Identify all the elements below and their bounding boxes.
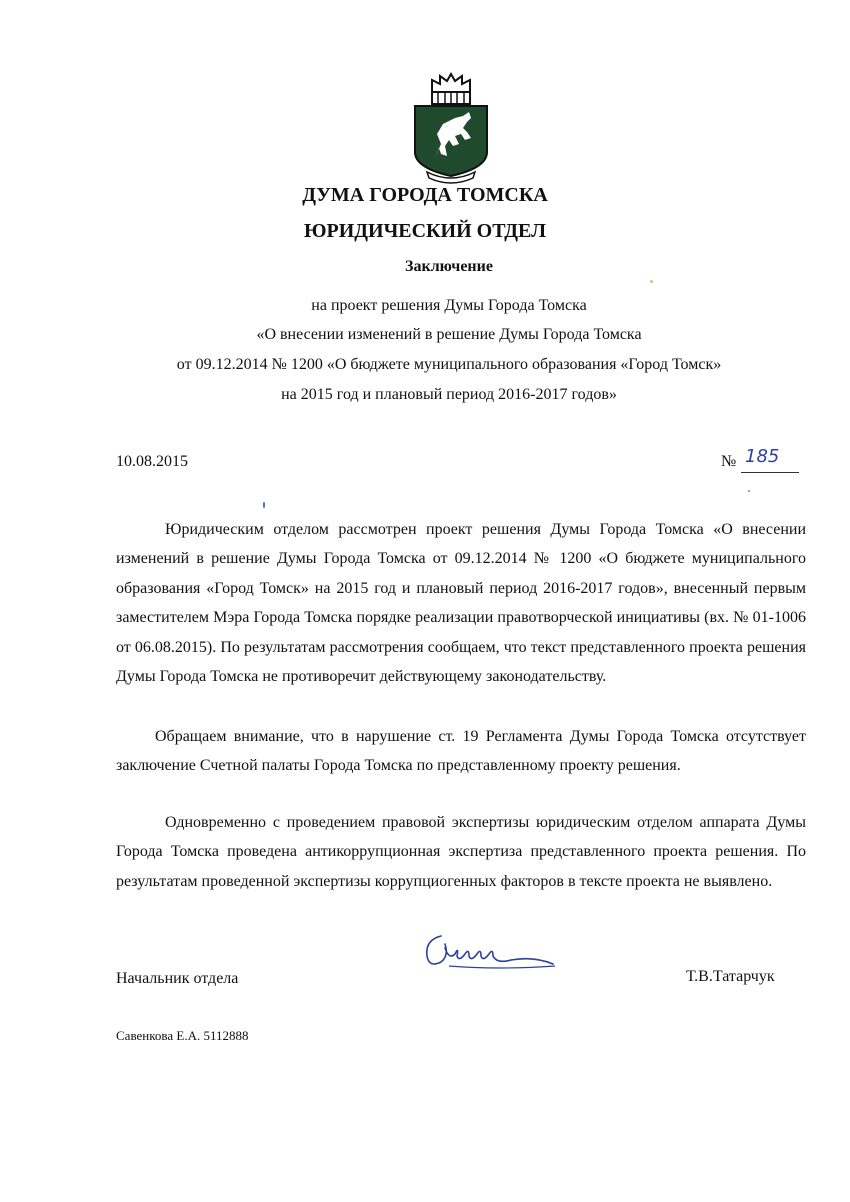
document-date: 10.08.2015: [116, 453, 188, 470]
crown-icon: [432, 74, 470, 104]
body-paragraph: Юридическим отделом рассмотрен проект решения Думы Города Томска «О внесении изменений в решение Думы Города Томска от 09.12.2014 № 1200 «О бюджете муниципального образования «Город Томск» на 2015 год и плановый период 2016-2017 годов», внесенный первым заместителем Мэра Города Томска порядке реализации правотворческой инициативы (вх. № 01-1006 от 06.08.2015). По результатам рассмотрения сообщаем, что текст представленного проекта решения Думы Города Томска не противоречит действующему законодательству.: [116, 521, 806, 686]
body-paragraph: Одновременно с проведением правовой экспертизы юридическим отделом аппарата Думы Города Томска проведена антикоррупционная экспертиза представленного проекта решения. По результатам проведенной экспертизы коррупциогенных факторов в тексте проекта не выявлено.: [116, 814, 806, 890]
subject-line: на 2015 год и плановый период 2016-2017 годов»: [281, 386, 617, 403]
subject-line: «О внесении изменений в решение Думы Города Томска: [256, 326, 642, 343]
subject-line: от 09.12.2014 № 1200 «О бюджете муниципального образования «Город Томск»: [176, 356, 722, 373]
document-type-title: Заключение: [405, 258, 493, 275]
subject-line: на проект решения Думы Города Томска: [311, 297, 587, 314]
executor-contact: Савенкова Е.А. 5112888: [116, 1028, 249, 1043]
signer-position: Начальник отдела: [116, 970, 239, 987]
body-paragraph: Обращаем внимание, что в нарушение ст. 19 Регламента Думы Города Томска отсутствует заключение Счетной палаты Города Томска по представленному проекту решения.: [116, 728, 806, 775]
handwritten-number: 185: [745, 446, 780, 467]
handwritten-signature: [419, 926, 559, 976]
tomsk-coat-of-arms-emblem: [413, 72, 489, 184]
signer-name: Т.В.Татарчук: [686, 968, 775, 985]
scan-speck: [748, 490, 750, 492]
number-label: №: [721, 453, 737, 470]
scan-speck: [650, 280, 653, 283]
department-name: ЮРИДИЧЕСКИЙ ОТДЕЛ: [303, 220, 547, 242]
organization-name: ДУМА ГОРОДА ТОМСКА: [302, 184, 548, 206]
scan-speck: [263, 502, 265, 508]
number-underline: [741, 472, 799, 473]
